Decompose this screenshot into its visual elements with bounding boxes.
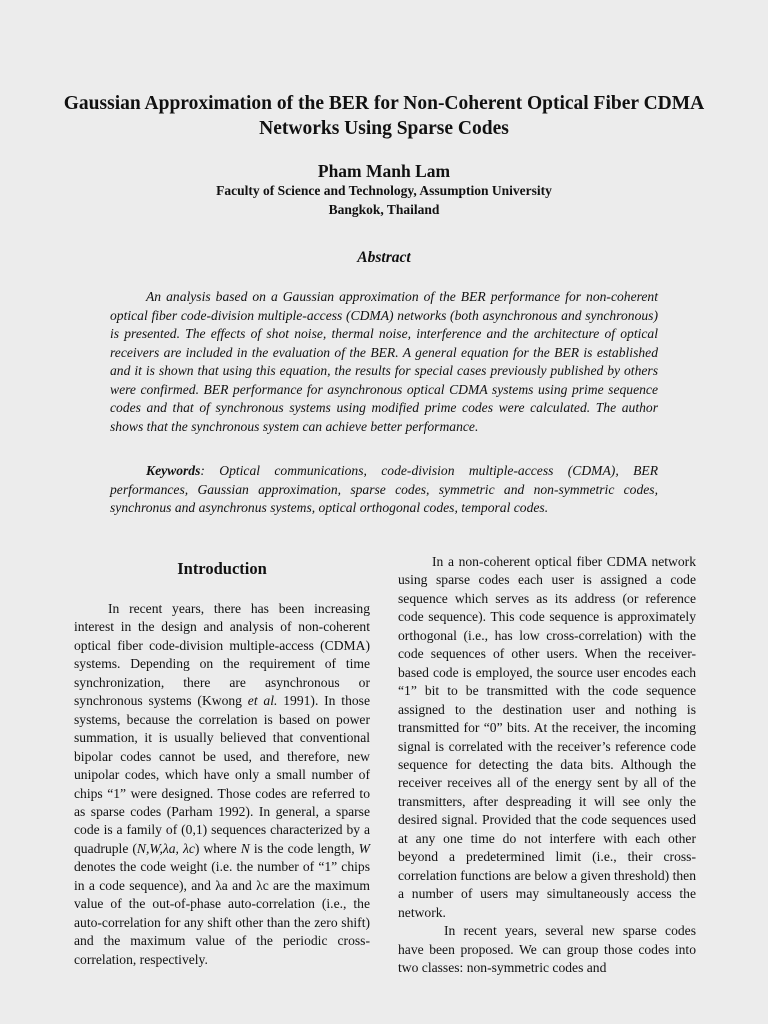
intro-p1-etal: et al. bbox=[247, 693, 278, 709]
keywords-paragraph bbox=[110, 462, 658, 518]
intro-p1-quadruple: N,W,λa, λc bbox=[136, 840, 195, 856]
paper-title: Gaussian Approximation of the BER for Non-Coherent Optical Fiber CDMA Networks Using Sparse Codes bbox=[63, 93, 705, 139]
introduction-paragraph-3: In recent years, several new sparse codes have been proposed. We can group those codes into two classes: non-symmetric codes and bbox=[398, 923, 696, 975]
abstract-heading: Abstract bbox=[357, 249, 411, 266]
intro-p1-part-e: denotes the code weight (i.e. the number of “1” chips in a code sequence), and λa and λc are the maximum value of the out-of-phase auto-correlation (i.e., the auto-correlation for any shift other than the zero shift) and the maximum value of the periodic cross-correlation, respectively. bbox=[74, 859, 370, 967]
keywords-label: Keywords bbox=[146, 463, 201, 478]
intro-p1-var-n: N bbox=[240, 840, 250, 856]
introduction-paragraph-1 bbox=[74, 600, 370, 969]
intro-p1-part-b: 1991). In those systems, because the correlation is based on power summation, it is usually believed that conventional bipolar codes cannot be used, and therefore, new unipolar codes, which have only a small number of chips “1” were designed. Those codes are referred to as sparse codes (Parham 1992). In general, a sparse code is a family of (0,1) sequences characterized by a quadruple ( bbox=[74, 693, 370, 856]
author-name: Pham Manh Lam bbox=[317, 161, 451, 181]
affiliation-line-2: Bangkok, Thailand bbox=[328, 202, 440, 217]
author-affiliation bbox=[40, 181, 728, 219]
intro-p1-part-a: In recent years, there has been increasing interest in the design and analysis of non-coherent optical fiber code-division multiple-access (CDMA) systems. Depending on the requirement of time synchronization, there are asynchronous or synchronous systems (Kwong bbox=[74, 601, 370, 709]
introduction-heading: Introduction bbox=[177, 559, 267, 578]
affiliation-line-1: Faculty of Science and Technology, Assumption University bbox=[216, 183, 552, 198]
keywords-text: : Optical communications, code-division multiple-access (CDMA), BER performances, Gaussian approximation, sparse codes, symmetric and non-symmetric codes, synchronus and asynchronus systems, optical orthogonal codes, temporal codes. bbox=[110, 463, 658, 515]
intro-p1-part-c: ) where bbox=[194, 840, 241, 856]
left-column bbox=[74, 558, 370, 969]
introduction-paragraph-2: In a non-coherent optical fiber CDMA network using sparse codes each user is assigned a code sequence which serves as its address (or reference code sequence). This code sequence is approximately orthogonal (i.e., has low cross-correlation) with the code sequences of other users. When the receiver-based code is employed, the source user encodes each “1” bit to be transmitted with the code sequence assigned to the destination user and nothing is transmitted for “0” bits. At the receiver, the incoming signal is correlated with the receiver’s reference code sequence for detecting the data bits. Although the receiver receives all of the energy sent by all of the transmitters, after despreading it will see only the desired signal. Provided that the code sequences used at any one time do not interfere with each other beyond a predetermined limit (i.e., their cross-correlation functions are below a given threshold) then a number of users may simultaneously access the network. bbox=[398, 554, 696, 920]
abstract-text: An analysis based on a Gaussian approximation of the BER performance for non-coherent optical fiber code-division multiple-access (CDMA) networks (both asynchronous and synchronous) is presented. The effects of shot noise, thermal noise, interference and the architecture of optical receivers are included in the evaluation of the BER. A general equation for the BER is established and it is shown that using this equation, the results for special cases previously published by others were confirmed. BER performance for asynchronous optical CDMA systems using prime sequence codes and that of synchronous systems using modified prime codes were calculated. The author shows that the synchronous system can achieve better performance. bbox=[110, 289, 658, 434]
intro-p1-part-d: is the code length, bbox=[249, 840, 359, 856]
intro-p1-var-w: W bbox=[358, 840, 370, 856]
right-column bbox=[398, 553, 696, 977]
